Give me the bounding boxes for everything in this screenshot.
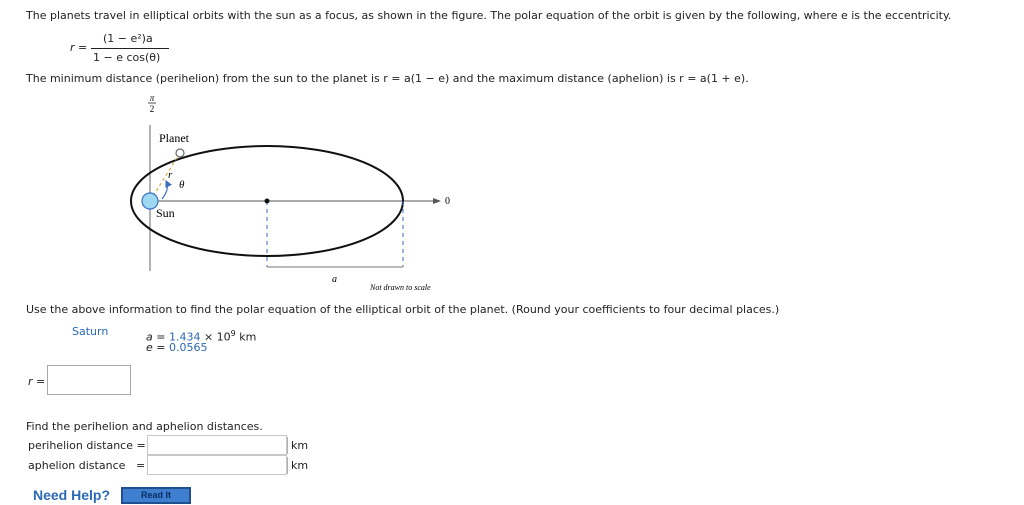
a-exponent: 9 <box>230 329 236 338</box>
a-label: a <box>332 274 337 285</box>
orbit-figure <box>100 95 470 295</box>
perihelion-input[interactable] <box>147 435 287 455</box>
a-times: × 10 <box>200 330 231 344</box>
sun-label: Sun <box>156 206 175 220</box>
a-prefix: a = <box>146 330 169 344</box>
formula-numerator: (1 − e²)a <box>103 32 153 45</box>
distances-heading: Find the perihelion and aphelion distances. <box>26 420 263 433</box>
perihelion-unit: km <box>291 439 309 452</box>
ellipse-center-dot <box>265 199 270 204</box>
a-unit: km <box>235 330 257 344</box>
planet-dot <box>176 149 184 157</box>
e-prefix: e = <box>146 341 169 354</box>
perihelion-divider <box>287 437 288 454</box>
task-instruction: Use the above information to find the polar equation of the elliptical orbit of the planet. (Round your coefficients to four decimal places.) <box>26 303 780 316</box>
aphelion-input[interactable] <box>147 455 287 475</box>
two-label: 2 <box>149 104 155 114</box>
zero-angle-label: 0 <box>445 196 450 207</box>
a-value: 1.434 <box>168 330 201 344</box>
r-answer-input[interactable] <box>47 365 131 395</box>
formula-denominator: 1 − e cos(θ) <box>93 51 161 64</box>
need-help-label: Need Help? <box>33 487 111 503</box>
e-given-line <box>146 341 207 355</box>
aphelion-label: aphelion distance <box>28 459 126 472</box>
intro-sentence-1: The planets travel in elliptical orbits with the sun as a focus, as shown in the figure. The polar equation of the orbit is given by the following, where e is the eccentricity. <box>26 9 952 22</box>
aphelion-unit: km <box>291 459 309 472</box>
theta-label: θ <box>179 179 185 191</box>
read-it-button[interactable]: Read It <box>121 487 191 504</box>
intro-sentence-2: The minimum distance (perihelion) from the sun to the planet is r = a(1 − e) and the maximum distance (aphelion) is r = a(1 + e). <box>26 72 749 85</box>
aphelion-equals: = <box>136 459 146 472</box>
planet-name: Saturn <box>72 325 109 338</box>
e-value: 0.0565 <box>168 341 208 354</box>
aphelion-divider <box>287 457 288 474</box>
formula-fraction-bar <box>91 48 169 49</box>
planet-label: Planet <box>159 131 189 145</box>
pi-label: π <box>149 95 155 103</box>
not-to-scale-note: Not drawn to scale <box>370 283 431 292</box>
r-answer-label: r = <box>28 375 46 388</box>
formula-lhs: r = <box>70 41 88 54</box>
perihelion-label: perihelion distance = <box>28 439 146 452</box>
angle-arc <box>162 181 167 199</box>
r-label: r <box>168 169 173 181</box>
